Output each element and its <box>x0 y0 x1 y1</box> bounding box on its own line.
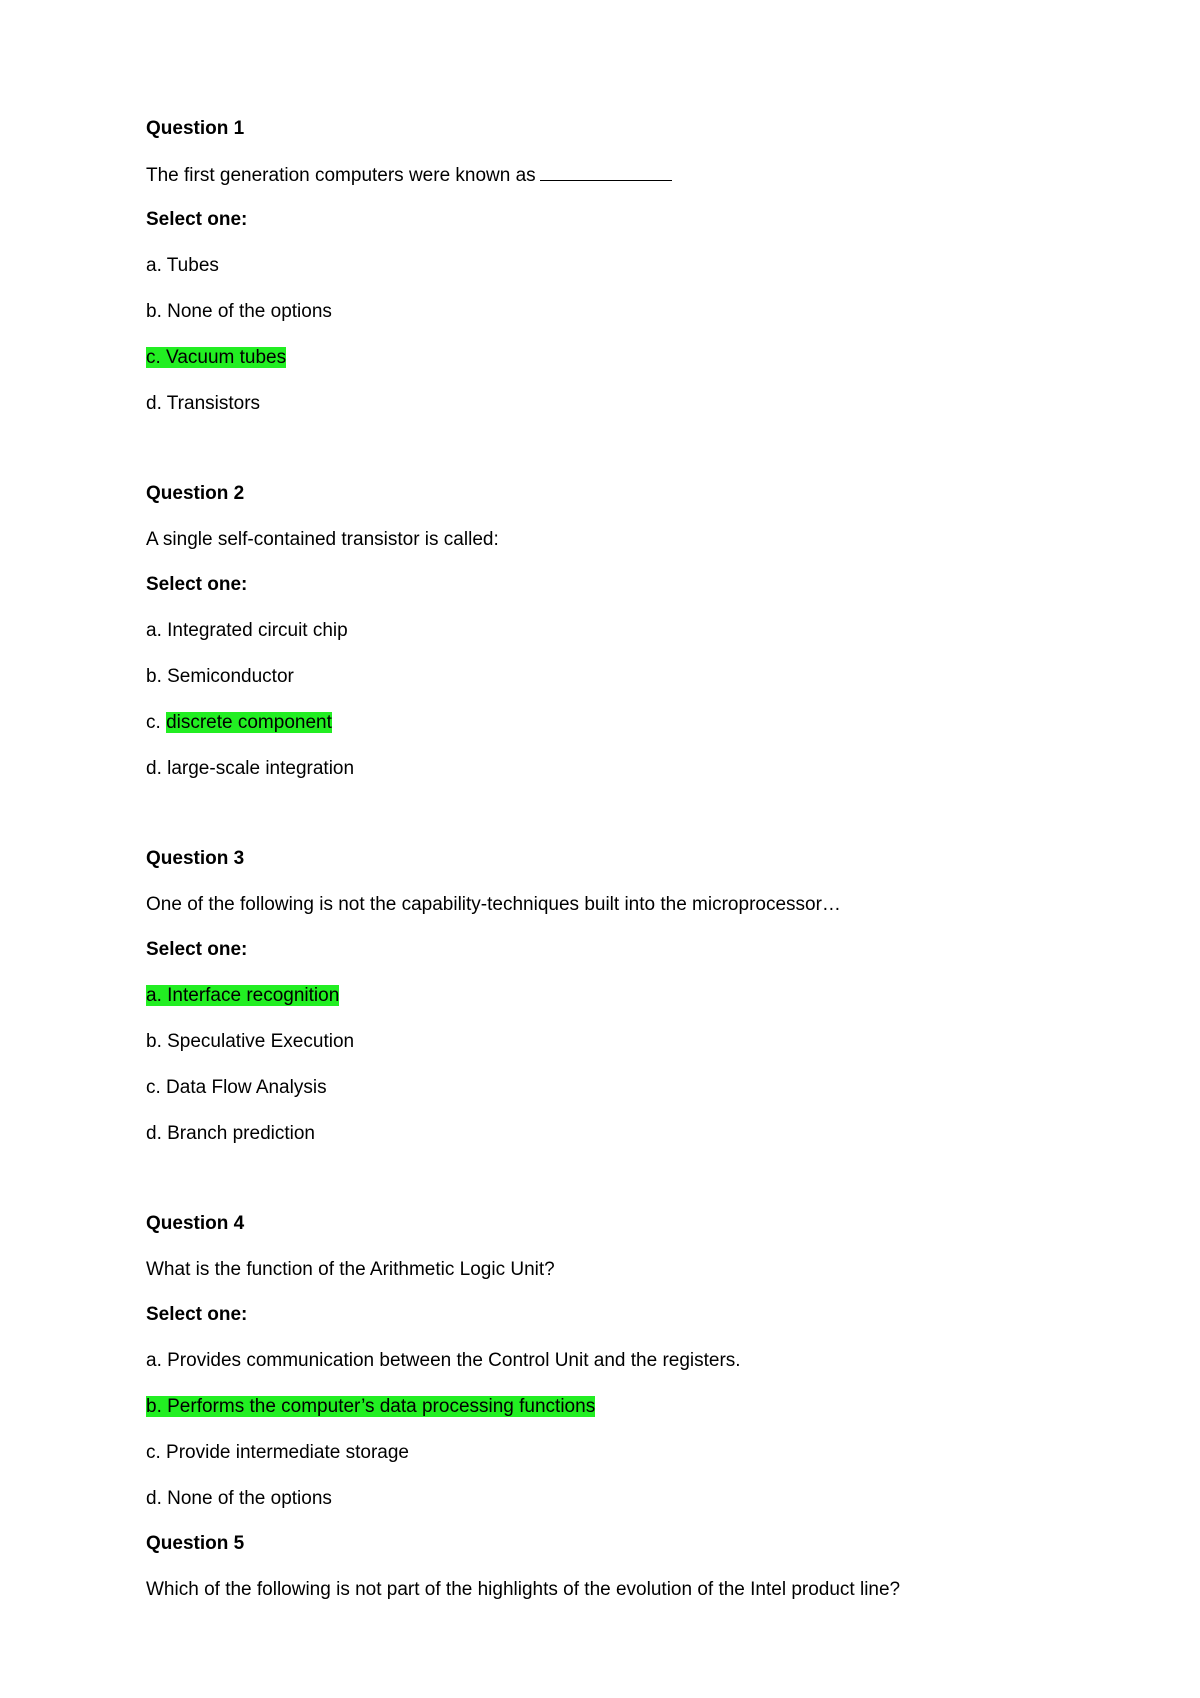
question-1-option-d: d. Transistors <box>146 393 261 414</box>
question-4-title: Question 4 <box>146 1213 245 1234</box>
question-3-option-b: b. Speculative Execution <box>146 1031 355 1052</box>
question-4-option-b <box>146 1395 595 1419</box>
question-5-title: Question 5 <box>146 1533 245 1554</box>
question-2-title: Question 2 <box>146 483 245 504</box>
question-2-option-d: d. large-scale integration <box>146 758 355 779</box>
question-4-option-a: a. Provides communication between the Control Unit and the registers. <box>146 1350 741 1371</box>
question-3-option-c: c. Data Flow Analysis <box>146 1077 327 1098</box>
question-4-option-c: c. Provide intermediate storage <box>146 1442 409 1463</box>
question-1-prompt-text: The first generation computers were known as <box>146 165 536 186</box>
question-4-select-label: Select one: <box>146 1304 248 1325</box>
question-1-option-b: b. None of the options <box>146 301 332 322</box>
question-3-option-a <box>146 984 339 1008</box>
question-3-option-d: d. Branch prediction <box>146 1123 315 1144</box>
question-2-option-a: a. Integrated circuit chip <box>146 620 348 641</box>
question-2-option-b: b. Semiconductor <box>146 666 294 687</box>
question-1-select-label: Select one: <box>146 209 248 230</box>
correct-answer-highlight: discrete component <box>166 712 332 733</box>
question-1-option-a: a. Tubes <box>146 255 219 276</box>
question-4-prompt: What is the function of the Arithmetic Logic Unit? <box>146 1259 555 1280</box>
question-2-prompt: A single self-contained transistor is called: <box>146 529 499 550</box>
question-1-prompt <box>146 163 672 188</box>
question-2-select-label: Select one: <box>146 574 248 595</box>
question-3-select-label: Select one: <box>146 939 248 960</box>
question-4-option-d: d. None of the options <box>146 1488 332 1509</box>
answer-blank <box>540 163 672 181</box>
question-3-prompt: One of the following is not the capability-techniques built into the microprocessor… <box>146 894 841 915</box>
question-2-option-c <box>146 711 332 735</box>
option-prefix: c. <box>146 712 167 733</box>
correct-answer-highlight: c. Vacuum tubes <box>146 347 287 368</box>
question-1-title: Question 1 <box>146 118 245 139</box>
correct-answer-highlight: a. Interface recognition <box>146 985 340 1006</box>
question-1-option-c <box>146 346 286 370</box>
question-5-prompt: Which of the following is not part of the highlights of the evolution of the Intel product line? <box>146 1579 901 1600</box>
question-3-title: Question 3 <box>146 848 245 869</box>
correct-answer-highlight: b. Performs the computer’s data processing functions <box>146 1396 596 1417</box>
